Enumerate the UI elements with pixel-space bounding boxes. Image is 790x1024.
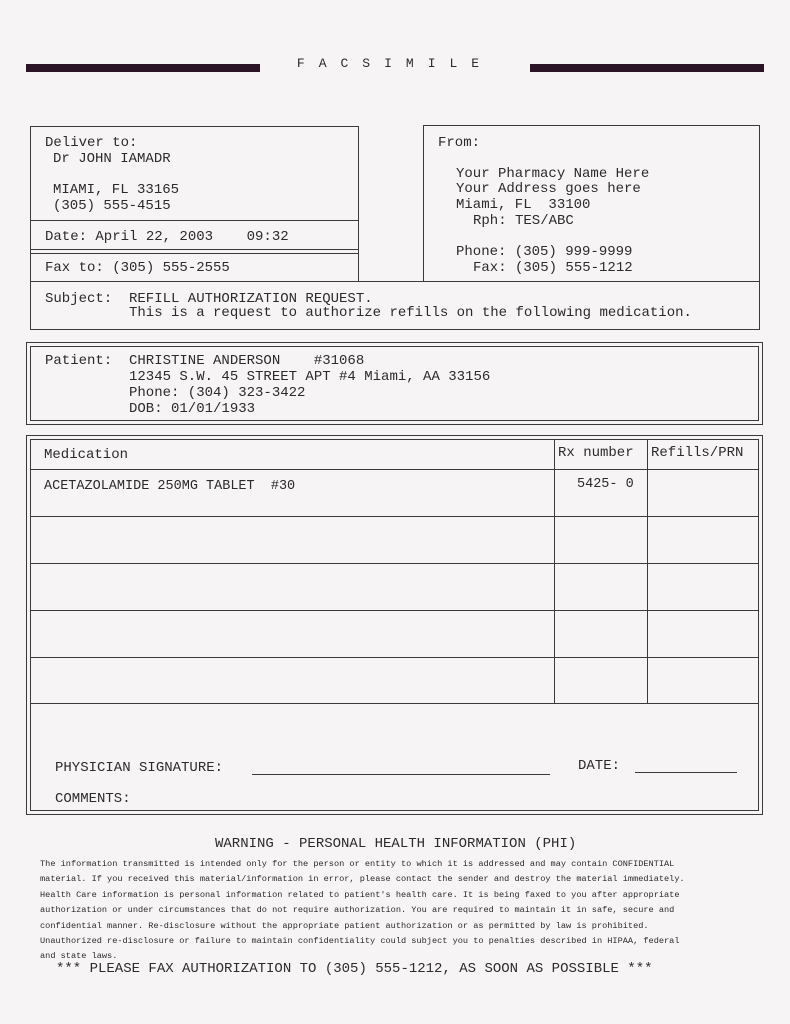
refills-cell[interactable] xyxy=(658,526,753,556)
divider xyxy=(31,249,358,250)
patient-box xyxy=(26,342,763,425)
subject-line-1: REFILL AUTHORIZATION REQUEST. xyxy=(129,291,373,307)
medication-cell: ACETAZOLAMIDE 250MG TABLET #30 xyxy=(44,479,296,494)
physician-signature-label: PHYSICIAN SIGNATURE: xyxy=(55,760,224,776)
table-header-divider xyxy=(30,469,759,470)
pharmacy-fax: Fax: (305) 555-1212 xyxy=(473,260,633,276)
column-divider xyxy=(554,439,555,703)
warning-text xyxy=(40,857,746,965)
rx-number-cell: 5425- 0 xyxy=(577,477,634,492)
subject-label: Subject: xyxy=(45,291,113,307)
from-label: From: xyxy=(438,135,481,151)
subject-box xyxy=(30,281,760,330)
recipient-name: Dr JOHN IAMADR xyxy=(53,151,171,167)
column-header-refills: Refills/PRN xyxy=(651,445,744,461)
patient-name: CHRISTINE ANDERSON #31068 xyxy=(129,353,365,369)
divider xyxy=(31,253,358,254)
row-divider xyxy=(30,563,759,564)
refills-cell[interactable] xyxy=(658,477,753,507)
patient-dob: DOB: 01/01/1933 xyxy=(129,401,256,417)
date-line: Date: April 22, 2003 09:32 xyxy=(45,229,289,245)
patient-phone: Phone: (304) 323-3422 xyxy=(129,385,306,401)
pharmacy-city: Miami, FL 33100 xyxy=(456,197,591,213)
column-divider xyxy=(647,439,648,703)
subject-line-2: This is a request to authorize refills on the following medication. xyxy=(129,305,692,321)
page-title: FACSIMILE xyxy=(296,56,494,71)
footer-instruction: *** PLEASE FAX AUTHORIZATION TO (305) 555-1212, AS SOON AS POSSIBLE *** xyxy=(56,961,653,977)
warning-title: WARNING - PERSONAL HEALTH INFORMATION (PHI) xyxy=(215,836,577,852)
pharmacy-phone: Phone: (305) 999-9999 xyxy=(456,244,633,260)
row-divider xyxy=(30,516,759,517)
from-box xyxy=(423,125,760,282)
comments-label: COMMENTS: xyxy=(55,791,131,807)
physician-signature-line[interactable] xyxy=(252,774,550,775)
warning-line: authorization or under circumstances that do not require authorization. You are required to maintain it in safe, secure and xyxy=(40,905,675,916)
header-bar-right xyxy=(530,64,764,72)
fax-to-line: Fax to: (305) 555-2555 xyxy=(45,260,230,276)
header-bar-left xyxy=(26,64,260,72)
warning-line: confidential manner. Re-disclosure without the appropriate patient authorization or as permitted by law is prohibited. xyxy=(40,920,649,931)
pharmacy-name: Your Pharmacy Name Here xyxy=(456,166,650,182)
row-divider xyxy=(30,610,759,611)
pharmacist-rph: Rph: TES/ABC xyxy=(473,213,574,229)
divider xyxy=(31,220,358,221)
column-header-medication: Medication xyxy=(44,447,129,463)
date-label: DATE: xyxy=(578,758,621,774)
recipient-city: MIAMI, FL 33165 xyxy=(53,182,180,198)
pharmacy-address: Your Address goes here xyxy=(456,181,641,197)
column-header-rx-number: Rx number xyxy=(558,445,634,461)
deliver-to-label: Deliver to: xyxy=(45,135,138,151)
row-divider xyxy=(30,703,759,704)
refills-cell[interactable] xyxy=(658,573,753,603)
warning-line: Health Care information is personal information related to patient's health care. It is being faxed to you after appropriate xyxy=(40,889,680,900)
date-line-field[interactable] xyxy=(635,772,737,773)
warning-line: The information transmitted is intended only for the person or entity to which it is addressed and may contain CONFIDENTIAL xyxy=(40,859,675,869)
refills-cell[interactable] xyxy=(658,667,753,697)
refills-cell[interactable] xyxy=(658,620,753,650)
recipient-phone: (305) 555-4515 xyxy=(53,198,171,214)
warning-line: and state laws. xyxy=(40,951,118,962)
warning-line: material. If you received this material/information in error, please contact the sender and destroy the material immediately. xyxy=(40,874,685,885)
deliver-to-box xyxy=(30,126,359,282)
patient-label: Patient: xyxy=(45,353,113,369)
row-divider xyxy=(30,657,759,658)
patient-address: 12345 S.W. 45 STREET APT #4 Miami, AA 33156 xyxy=(129,369,491,385)
warning-line: Unauthorized re-disclosure or failure to maintain confidentiality could subject you to penalties described in HIPAA, federal xyxy=(40,936,680,947)
